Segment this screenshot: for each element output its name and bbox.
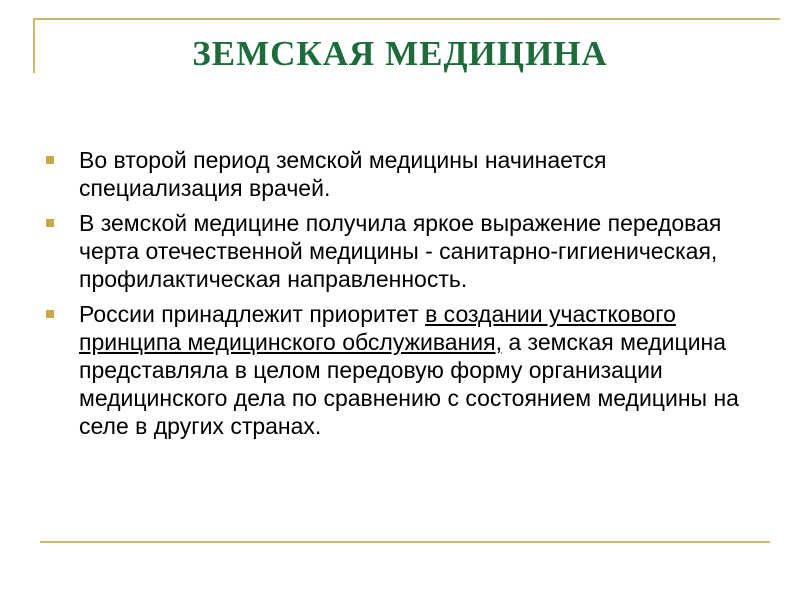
bullet-list <box>46 146 746 447</box>
underlined-link[interactable]: в создании участкового принципа медицинского обслуживания, <box>79 301 676 355</box>
decorative-top-line <box>33 18 780 20</box>
bullet-text: В земской медицине получила яркое выражение передовая черта отечественной медицины - санитарно-гигиеническая, профилактическая направленность. <box>79 210 722 292</box>
square-bullet-icon <box>46 156 54 164</box>
square-bullet-icon <box>46 310 54 318</box>
bullet-item <box>46 300 746 440</box>
bullet-text-suffix: а земская медицина представляла в целом передовую форму организации медицинского дела по сравнению с состоянием медицины на селе в других странах. <box>79 329 739 439</box>
bullet-text-prefix: России принадлежит приоритет <box>79 301 426 327</box>
bullet-item <box>46 209 746 293</box>
square-bullet-icon <box>46 219 54 227</box>
decorative-bottom-line <box>40 541 770 543</box>
bullet-item <box>46 146 746 202</box>
bullet-text: Во второй период земской медицины начинается специализация врачей. <box>79 147 607 201</box>
slide-title: ЗЕМСКАЯ МЕДИЦИНА <box>192 34 608 73</box>
